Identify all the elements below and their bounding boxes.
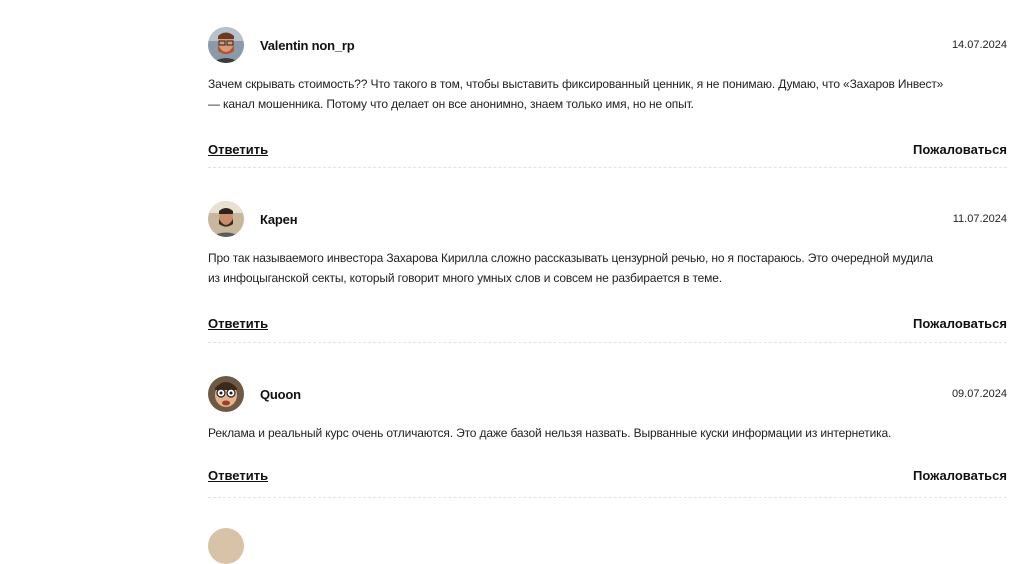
avatar bbox=[208, 27, 244, 63]
comment-text-line: Реклама и реальный курс очень отличаются. Это даже базой нельзя назвать. Вырванные куски информации из интернетика. bbox=[208, 426, 892, 440]
report-link[interactable]: Пожаловаться bbox=[913, 467, 1007, 483]
avatar bbox=[208, 201, 244, 237]
reply-link[interactable]: Ответить bbox=[208, 467, 269, 483]
comment-date: 14.07.2024 bbox=[951, 39, 1007, 51]
comment-author: Quoon bbox=[260, 386, 301, 402]
comment-text bbox=[208, 423, 1007, 443]
avatar-man-beard-icon bbox=[208, 201, 244, 237]
comment-item bbox=[208, 168, 1007, 343]
comment-text-line: — канал мошенника. Потому что делает он все анонимно, знаем только имя, но не опыт. bbox=[208, 97, 694, 111]
comments-list bbox=[208, 0, 1007, 498]
comment-header bbox=[208, 27, 1007, 63]
comment-actions bbox=[208, 139, 1007, 159]
comment-date: 11.07.2024 bbox=[952, 213, 1007, 225]
comment-item bbox=[208, 0, 1007, 168]
report-link[interactable]: Пожаловаться bbox=[913, 141, 1007, 157]
comment-text bbox=[208, 248, 1007, 288]
comment-actions bbox=[208, 465, 1007, 485]
comment-author: Valentin non_rp bbox=[260, 37, 355, 53]
comment-author: Карен bbox=[260, 211, 298, 227]
report-link[interactable]: Пожаловаться bbox=[913, 315, 1007, 331]
avatar-man-glasses-beard-icon bbox=[208, 27, 244, 63]
comment-actions bbox=[208, 313, 1007, 333]
reply-link[interactable]: Ответить bbox=[208, 315, 269, 331]
comment-text-line: из инфоцыганской секты, который говорит много умных слов и совсем не разбирается в теме. bbox=[208, 271, 722, 285]
avatar bbox=[208, 376, 244, 412]
avatar bbox=[208, 528, 244, 564]
comment-item bbox=[208, 343, 1007, 498]
comment-header bbox=[208, 376, 1007, 412]
comment-date: 09.07.2024 bbox=[951, 388, 1007, 400]
reply-link[interactable]: Ответить bbox=[208, 141, 269, 157]
comment-text-line: Про так называемого инвестора Захарова Кирилла сложно рассказывать цензурной речью, но я постараюсь. Это очередной мудила bbox=[208, 251, 933, 265]
avatar-cartoon-face-icon bbox=[208, 376, 244, 412]
comment-header bbox=[208, 201, 1007, 237]
comment-text bbox=[208, 74, 1007, 114]
comment-text-line: Зачем скрывать стоимость?? Что такого в том, чтобы выставить фиксированный ценник, я не понимаю. Думаю, что «Захаров Инвест» bbox=[208, 77, 944, 91]
